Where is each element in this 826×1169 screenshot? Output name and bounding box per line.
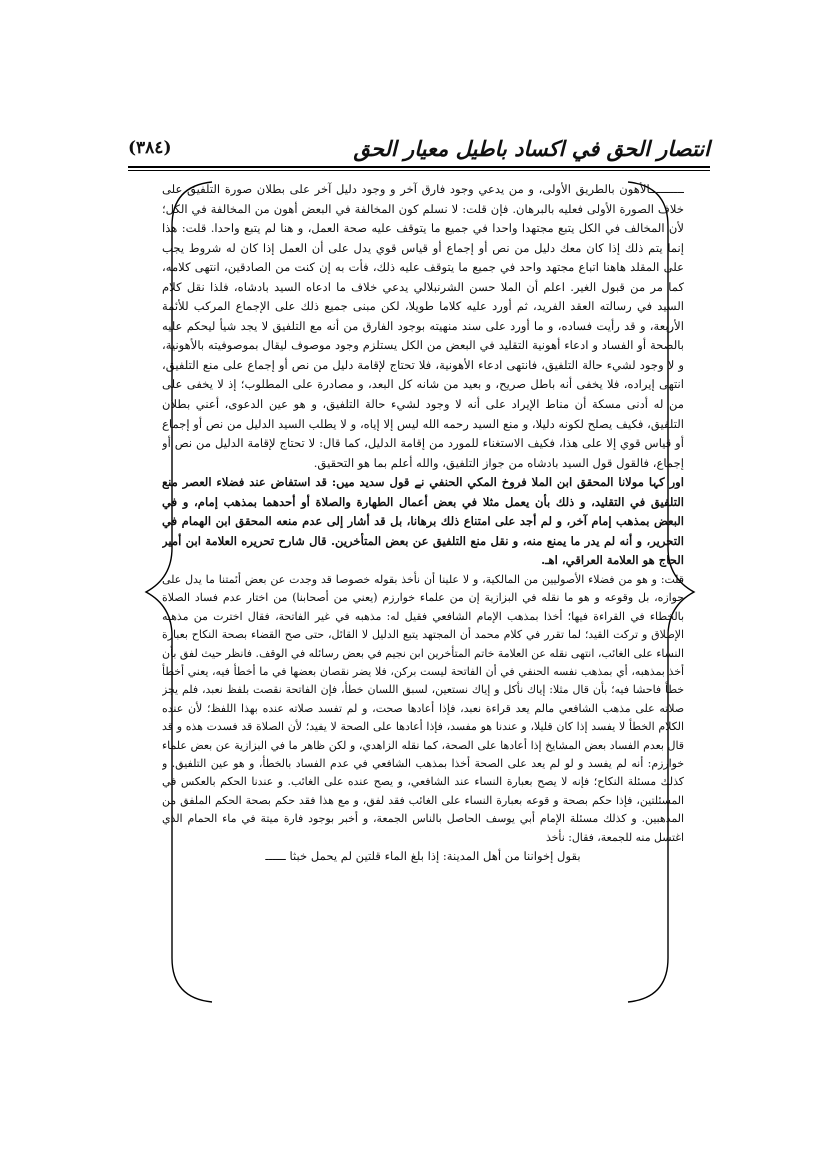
- header-rule: [128, 166, 710, 171]
- paragraph-qawl-sadid: اور كہا مولانا المحقق ابن الملا فروخ المكي الحنفي نے قول سديد میں: قد استفاض عند فضلاء العصر منع التلفيق في التقليد، و ذلك بأن يعمل مثلا في بعض أعمال الطهارة والصلاة أو أحدهما بمذهب إمام، و في البعض بمذهب إمام آخر، و لم أجد على امتناع ذلك برهانا، بل قد أشار إلى عدم منعه المحقق ابن الهمام في التحرير، و أنه لم يدر ما يمنع منه، و نقل منع التلفيق عن بعض المتأخرين. قال شارح تحريره العلامة ابن أمير الحاج هو العلامة العراقي، اهـ.: [162, 475, 684, 568]
- paragraph-talfiq-argument: ــــــــــ الأهون بالطريق الأولى، و من يدعي وجود فارق آخر و وجود دليل آخر على بطلان صورة التلفيق على خلاف الصورة الأولى فعليه بالبرهان. فإن قلت: لا نسلم كون المخالفة في البعض أهون من المخالفة في الكل؛ لأن المخالف في الكل يتبع مجتهدا واحدا في جميع ما يتوقف عليه صحة العمل، و هنا لم يتبع واحدا. قلت: هذا إنما يتم ذلك إذا كان معك دليل من نص أو إجماع أو قياس قوي يدل على أن العمل إذا كان له شروط يجب على المقلد هاهنا اتباع مجتهد واحد في جميع ما يتوقف عليه ذلك، فأت به إن كنت من الصادقين، انتهى كلامه، كما مر من قبول الغير. اعلم أن الملا حسن الشرنبلالي يدعي خلاف ما ادعاه السيد بادشاه، فلذا نقل كلام السيد في رسالته العقد الفريد، ثم أورد عليه كلاما طويلا، لكن مبنى جميع ذلك على الإجماع المركب للأئمة الأربعة، و قد رأيت فساده، و ما أورد على سند منهيته بوجود الفارق من أنه مع التلفيق لا يجد شيأ ليحكم عليه بالصحة أو الفساد و ادعاء أهونية التقليد في البعض من الكل يستلزم وجود موصوف ليقال بموصوفيته بالأهونية، و لا وجود لشيء حالة التلفيق، فانتهى ادعاء الأهونية، فلا تحتاج لإقامة دليل من نص أو إجماع على منع التلفيق، انتهى إيراده، فلا يخفى أنه باطل صريح، و بعيد من شانه كل البعد، و مصادرة على المطلوب؛ إذ لا يخفى على من له أدنى مسكة أن مناط الإيراد على أنه لا وجود لشيء حالة التلفيق، و هو عين الدعوى، أعني بطلان التلفيق، فكيف يصلح لكونه دليلا، و منع السيد رحمه الله ليس إلا إياه، و لا يطلب السيد الدليل من نص أو إجماع أو قياس قوي إلا على هذا، فكيف الاستغناء للمورد من إقامة الدليل، كما قال: لا تحتاج لإقامة الدليل من نص أو إجماع، فالقول قول السيد بادشاه من جواز التلفيق، والله أعلم بما هو التحقيق.: [162, 180, 684, 473]
- main-text: [162, 180, 684, 998]
- closing-line: بقول إخواننا من أهل المدينة: إذا بلغ الماء قلتين لم يحمل خبثا ــــــ: [265, 849, 581, 864]
- paragraph-qultu: قلت: و هو من فضلاء الأصوليين من المالكية، و لا علينا أن نأخذ بقوله خصوصا قد وجدت عن بعض أئمتنا ما يدل على جوازه، بل وقوعه و هو ما نقله في البزازية إن من علماء خوارزم (يعني من أصحابنا) من اختار عدم فساد الصلاة بالخطاء في القراءة فيها؛ أخذا بمذهب الإمام الشافعي فقيل له: مذهبه في غير الفاتحة، فقال اخترت من مذهبه الإطلاق و تركت القيد؛ لما تقرر في كلام محمد أن المجتهد يتبع الدليل لا القائل، حتى صح القضاء بصحة النكاح بعبارة النساء على الغائب، انتهى نقله عن العلامة خاتم المتأخرين ابن نجيم في بعض رسائله في الوقف. فانظر حيث لفق بأن أخذ بمذهبه، أي بمذهب نفسه الحنفي في أن الفاتحة ليست بركن، فلا يضر نقصان بعضها في ما أخطأ فيه، يعني أخطأ خطأ فاحشا فيه؛ بأن قال مثلا: إياك نأكل و إياك نستعين، لسبق اللسان خطأ، فإن الفاتحة نقصت بلفظ نعبد، فلم يجز صلاته على مذهب الشافعي مالم يعد قراءة نعبد، فإذا أعادها صحت، و لم تفسد صلاته عنده بهذا اللفظ؛ لأن عنده الكلام الخطأ لا يفسد إذا كان قليلا، و عندنا هو مفسد، فإذا أعادها على الصحة لا يفيد؛ لأن الصلاة قد فسدت هذه و قد قال بعدم الفساد بعض المشايخ إذا أعادها على الصحة، كما نقله الزاهدي، و لكن ظاهر ما في البزازية عن بعض علماء خوارزم: أنه لم يفسد و لو لم يعد على الصحة أخذا بمذهب الشافعي في عدم الفساد بالخطأ، و هو عين التلفيق. و كذلك مسئلة النكاح؛ فإنه لا يصح بعبارة النساء عند الشافعي، و يصح عنده على الغائب. و عندنا الحكم بالعكس في المسئلتين، فإذا حكم بصحة و قوعه بعبارة النساء على الغائب فقد لفق، و مع هذا فقد حكم بصحة الحكم الملفق من المذهبين. و كذلك مسئلة الإمام أبي يوسف الحاصل بالناس الجمعة، و أخبر بوجود فارة ميتة في ماء الحمام الذي اغتسل منه للجمعة، فقال: نأخذ: [162, 572, 684, 844]
- page-header: [128, 128, 710, 168]
- page-number: (٣٨٤): [128, 138, 172, 158]
- book-title: انتصار الحق في اكساد باطيل معيار الحق: [353, 135, 710, 161]
